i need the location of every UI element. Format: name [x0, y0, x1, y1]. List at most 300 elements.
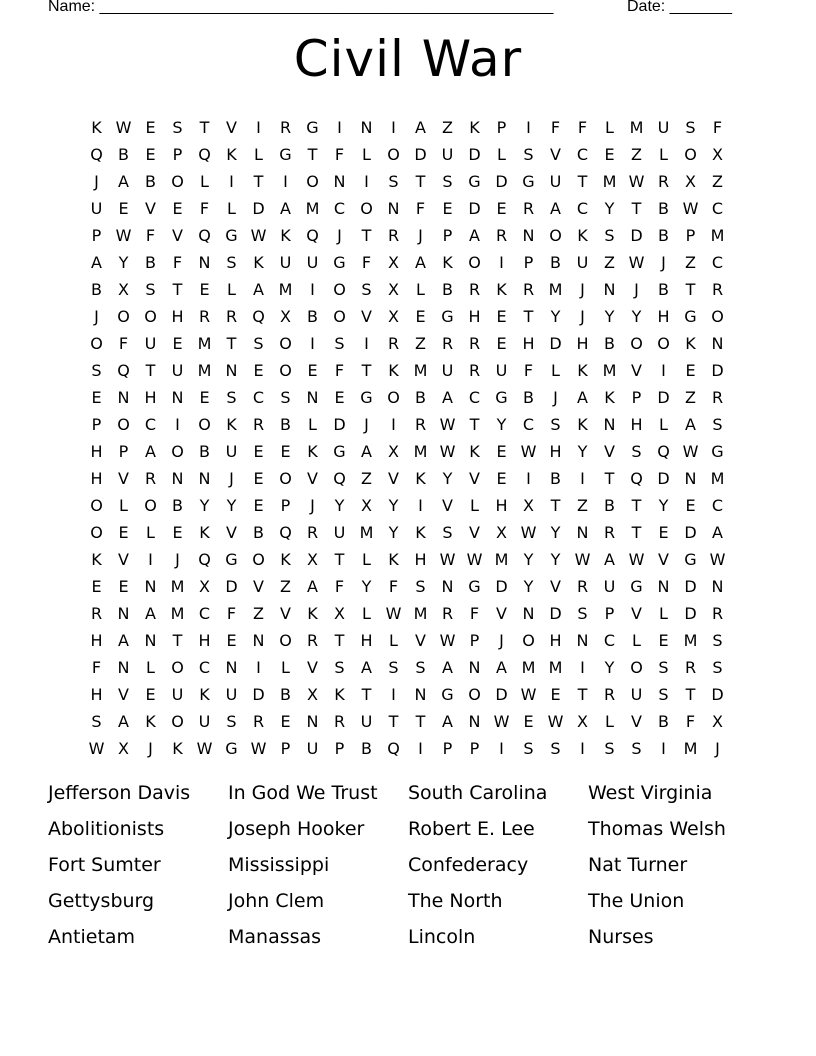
- grid-letter: W: [493, 712, 510, 731]
- grid-row: [83, 654, 731, 681]
- grid-letter: P: [685, 226, 696, 245]
- grid-letter: T: [199, 118, 210, 137]
- grid-row: [83, 546, 731, 573]
- grid-letter: Q: [333, 469, 346, 488]
- grid-letter: Q: [117, 361, 130, 380]
- grid-letter: B: [550, 253, 561, 272]
- grid-letter: T: [361, 361, 372, 380]
- grid-letter: B: [361, 739, 372, 758]
- grid-letter: O: [90, 523, 103, 542]
- grid-letter: A: [91, 253, 102, 272]
- grid-letter: B: [658, 199, 669, 218]
- grid-letter: P: [469, 739, 480, 758]
- word-bank-item: Lincoln: [408, 926, 476, 948]
- grid-letter: U: [576, 253, 589, 272]
- grid-letter: E: [685, 496, 696, 515]
- grid-letter: H: [90, 442, 103, 461]
- grid-letter: V: [172, 226, 183, 245]
- grid-letter: B: [550, 469, 561, 488]
- word-bank-item: Mississippi: [228, 854, 330, 876]
- grid-row: [83, 681, 731, 708]
- grid-letter: E: [118, 523, 129, 542]
- grid-letter: E: [442, 199, 453, 218]
- grid-letter: Q: [279, 523, 292, 542]
- grid-letter: Y: [442, 469, 453, 488]
- grid-letter: X: [388, 442, 399, 461]
- grid-letter: H: [468, 307, 481, 326]
- grid-letter: G: [684, 307, 697, 326]
- grid-letter: J: [580, 280, 585, 299]
- grid-letter: B: [145, 253, 156, 272]
- grid-letter: T: [469, 415, 480, 434]
- grid-letter: M: [494, 550, 509, 569]
- grid-letter: X: [280, 307, 291, 326]
- grid-letter: C: [198, 658, 211, 677]
- grid-letter: W: [439, 550, 456, 569]
- grid-letter: K: [172, 739, 183, 758]
- grid-letter: R: [711, 280, 724, 299]
- grid-letter: Y: [577, 442, 588, 461]
- grid-letter: S: [631, 442, 642, 461]
- grid-letter: H: [144, 388, 157, 407]
- grid-letter: O: [684, 145, 697, 164]
- grid-letter: N: [441, 577, 454, 596]
- grid-letter: D: [630, 226, 643, 245]
- grid-letter: K: [388, 550, 399, 569]
- grid-letter: K: [307, 442, 318, 461]
- grid-letter: K: [388, 361, 399, 380]
- grid-letter: I: [310, 334, 315, 353]
- grid-letter: N: [522, 604, 535, 623]
- grid-letter: V: [658, 550, 669, 569]
- grid-letter: K: [685, 334, 696, 353]
- grid-letter: G: [306, 118, 319, 137]
- grid-letter: V: [307, 469, 318, 488]
- grid-letter: Z: [685, 388, 696, 407]
- grid-letter: K: [334, 685, 345, 704]
- grid-letter: V: [496, 604, 507, 623]
- grid-letter: I: [580, 469, 585, 488]
- grid-letter: Q: [306, 226, 319, 245]
- grid-letter: A: [118, 712, 129, 731]
- grid-letter: T: [631, 523, 642, 542]
- grid-row: [83, 141, 731, 168]
- grid-letter: P: [604, 604, 615, 623]
- grid-letter: O: [360, 199, 373, 218]
- grid-letter: N: [414, 685, 427, 704]
- grid-letter: Z: [415, 334, 426, 353]
- grid-letter: C: [522, 415, 535, 434]
- grid-letter: I: [148, 550, 153, 569]
- word-bank-item: Antietam: [48, 926, 136, 948]
- grid-letter: T: [631, 496, 642, 515]
- grid-letter: K: [226, 145, 237, 164]
- grid-letter: C: [144, 415, 157, 434]
- grid-letter: V: [118, 469, 129, 488]
- grid-letter: B: [145, 172, 156, 191]
- grid-letter: X: [577, 712, 588, 731]
- grid-letter: S: [91, 712, 102, 731]
- grid-letter: M: [548, 658, 563, 677]
- grid-letter: H: [414, 550, 427, 569]
- grid-letter: F: [334, 361, 345, 380]
- grid-letter: Y: [199, 496, 210, 515]
- grid-letter: O: [630, 658, 643, 677]
- grid-letter: A: [712, 523, 723, 542]
- grid-letter: D: [657, 388, 670, 407]
- grid-row: [83, 222, 731, 249]
- grid-letter: P: [469, 631, 480, 650]
- grid-letter: N: [711, 577, 724, 596]
- grid-letter: B: [307, 307, 318, 326]
- grid-letter: O: [279, 334, 292, 353]
- grid-letter: I: [364, 172, 369, 191]
- grid-letter: I: [256, 118, 261, 137]
- grid-letter: Y: [550, 523, 561, 542]
- grid-letter: T: [577, 172, 588, 191]
- grid-letter: R: [522, 280, 535, 299]
- grid-letter: E: [253, 469, 264, 488]
- grid-letter: X: [388, 280, 399, 299]
- grid-letter: B: [442, 280, 453, 299]
- grid-letter: B: [523, 388, 534, 407]
- grid-letter: X: [523, 496, 534, 515]
- grid-letter: O: [90, 496, 103, 515]
- grid-letter: F: [469, 604, 480, 623]
- grid-letter: L: [551, 361, 560, 380]
- grid-letter: N: [198, 469, 211, 488]
- grid-letter: J: [94, 172, 99, 191]
- grid-letter: I: [580, 658, 585, 677]
- grid-letter: H: [549, 442, 562, 461]
- word-bank-item: The Union: [588, 890, 685, 912]
- grid-letter: E: [415, 307, 426, 326]
- grid-letter: E: [604, 145, 615, 164]
- grid-letter: C: [711, 253, 724, 272]
- grid-letter: A: [415, 118, 426, 137]
- grid-letter: Z: [631, 145, 642, 164]
- grid-letter: H: [495, 496, 508, 515]
- grid-letter: N: [711, 334, 724, 353]
- grid-letter: J: [310, 496, 315, 515]
- grid-letter: N: [684, 469, 697, 488]
- grid-letter: X: [307, 685, 318, 704]
- grid-letter: C: [576, 145, 589, 164]
- grid-letter: Q: [630, 469, 643, 488]
- grid-letter: L: [362, 550, 371, 569]
- grid-letter: Z: [253, 604, 264, 623]
- grid-letter: D: [333, 415, 346, 434]
- grid-letter: H: [549, 631, 562, 650]
- grid-letter: E: [496, 334, 507, 353]
- grid-letter: O: [171, 172, 184, 191]
- word-bank-item: The North: [408, 890, 503, 912]
- grid-letter: E: [496, 469, 507, 488]
- grid-letter: B: [199, 442, 210, 461]
- grid-letter: X: [712, 712, 723, 731]
- grid-letter: Z: [361, 469, 372, 488]
- grid-letter: X: [361, 496, 372, 515]
- grid-letter: V: [118, 685, 129, 704]
- grid-letter: T: [226, 334, 237, 353]
- grid-letter: O: [333, 307, 346, 326]
- grid-letter: T: [388, 712, 399, 731]
- grid-row: [83, 735, 731, 762]
- grid-letter: E: [91, 577, 102, 596]
- grid-letter: E: [496, 442, 507, 461]
- grid-letter: R: [306, 523, 319, 542]
- grid-letter: U: [333, 523, 346, 542]
- grid-letter: E: [118, 199, 129, 218]
- grid-letter: M: [305, 199, 320, 218]
- grid-letter: U: [630, 685, 643, 704]
- grid-row: [83, 627, 731, 654]
- grid-letter: C: [252, 388, 265, 407]
- grid-letter: E: [658, 523, 669, 542]
- grid-letter: L: [659, 145, 668, 164]
- grid-letter: Y: [523, 550, 534, 569]
- grid-letter: W: [520, 685, 537, 704]
- grid-letter: D: [684, 523, 697, 542]
- grid-letter: U: [279, 253, 292, 272]
- grid-letter: T: [685, 280, 696, 299]
- grid-letter: T: [361, 685, 372, 704]
- grid-letter: G: [630, 577, 643, 596]
- grid-letter: W: [196, 739, 213, 758]
- grid-letter: U: [306, 739, 319, 758]
- grid-letter: S: [415, 658, 426, 677]
- grid-letter: R: [576, 577, 589, 596]
- grid-letter: K: [604, 388, 615, 407]
- grid-letter: O: [279, 469, 292, 488]
- grid-row: [83, 600, 731, 627]
- grid-letter: M: [413, 442, 428, 461]
- grid-letter: R: [468, 361, 481, 380]
- grid-letter: R: [279, 118, 292, 137]
- grid-letter: U: [171, 685, 184, 704]
- grid-letter: B: [253, 523, 264, 542]
- grid-letter: I: [661, 361, 666, 380]
- grid-letter: N: [225, 361, 238, 380]
- grid-letter: Y: [496, 415, 507, 434]
- grid-letter: H: [90, 685, 103, 704]
- grid-letter: L: [146, 658, 155, 677]
- grid-letter: L: [416, 280, 425, 299]
- grid-letter: L: [146, 523, 155, 542]
- grid-letter: O: [171, 658, 184, 677]
- grid-letter: O: [198, 415, 211, 434]
- grid-letter: A: [280, 199, 291, 218]
- grid-letter: H: [630, 415, 643, 434]
- grid-letter: U: [225, 685, 238, 704]
- grid-letter: W: [682, 442, 699, 461]
- grid-letter: K: [253, 253, 264, 272]
- grid-letter: O: [117, 307, 130, 326]
- grid-letter: M: [413, 604, 428, 623]
- grid-letter: Z: [712, 172, 723, 191]
- grid-letter: K: [145, 712, 156, 731]
- word-bank-item: Jefferson Davis: [48, 782, 191, 804]
- grid-letter: Y: [604, 199, 615, 218]
- grid-letter: C: [198, 604, 211, 623]
- grid-letter: Y: [523, 577, 534, 596]
- grid-letter: B: [658, 226, 669, 245]
- grid-letter: I: [391, 685, 396, 704]
- grid-letter: N: [144, 631, 157, 650]
- grid-letter: L: [659, 415, 668, 434]
- grid-letter: D: [495, 685, 508, 704]
- grid-letter: J: [499, 631, 504, 650]
- grid-letter: R: [603, 523, 616, 542]
- grid-letter: O: [144, 307, 157, 326]
- grid-letter: K: [199, 523, 210, 542]
- grid-letter: F: [415, 199, 426, 218]
- grid-letter: N: [360, 118, 373, 137]
- grid-letter: N: [603, 280, 616, 299]
- grid-letter: F: [91, 658, 102, 677]
- word-bank-item: Abolitionists: [48, 818, 165, 840]
- grid-letter: E: [253, 361, 264, 380]
- grid-letter: W: [439, 415, 456, 434]
- grid-letter: C: [603, 631, 616, 650]
- grid-letter: U: [360, 712, 373, 731]
- grid-letter: Z: [577, 496, 588, 515]
- grid-letter: O: [630, 334, 643, 353]
- grid-letter: W: [628, 253, 645, 272]
- grid-letter: A: [145, 442, 156, 461]
- grid-letter: O: [549, 226, 562, 245]
- grid-letter: U: [225, 442, 238, 461]
- grid-letter: N: [603, 415, 616, 434]
- grid-letter: L: [281, 658, 290, 677]
- word-bank-item: Nurses: [588, 926, 654, 948]
- grid-letter: H: [90, 469, 103, 488]
- grid-letter: N: [576, 631, 589, 650]
- grid-letter: N: [306, 388, 319, 407]
- grid-letter: B: [172, 496, 183, 515]
- grid-letter: L: [497, 145, 506, 164]
- grid-letter: I: [526, 118, 531, 137]
- grid-letter: I: [310, 280, 315, 299]
- grid-letter: M: [197, 361, 212, 380]
- grid-letter: U: [441, 361, 454, 380]
- grid-row: [83, 438, 731, 465]
- grid-letter: L: [362, 604, 371, 623]
- grid-letter: S: [523, 739, 534, 758]
- grid-letter: T: [415, 172, 426, 191]
- grid-letter: J: [715, 739, 720, 758]
- grid-letter: G: [333, 253, 346, 272]
- grid-letter: N: [198, 253, 211, 272]
- grid-letter: M: [548, 280, 563, 299]
- grid-letter: K: [496, 280, 507, 299]
- grid-letter: R: [198, 307, 211, 326]
- grid-letter: O: [279, 631, 292, 650]
- grid-letter: T: [253, 172, 264, 191]
- word-bank-item: Manassas: [228, 926, 322, 948]
- grid-letter: Q: [657, 442, 670, 461]
- grid-letter: R: [441, 604, 454, 623]
- grid-letter: T: [631, 199, 642, 218]
- grid-letter: E: [118, 577, 129, 596]
- grid-letter: R: [657, 172, 670, 191]
- grid-letter: H: [171, 307, 184, 326]
- grid-letter: R: [468, 334, 481, 353]
- grid-letter: U: [441, 145, 454, 164]
- grid-letter: N: [117, 658, 130, 677]
- grid-letter: A: [442, 658, 453, 677]
- grid-letter: V: [550, 577, 561, 596]
- grid-letter: R: [468, 280, 481, 299]
- grid-letter: W: [250, 739, 267, 758]
- grid-letter: C: [468, 388, 481, 407]
- grid-letter: V: [604, 442, 615, 461]
- grid-letter: J: [553, 388, 558, 407]
- grid-letter: S: [334, 334, 345, 353]
- grid-letter: Y: [118, 253, 129, 272]
- grid-letter: T: [172, 631, 183, 650]
- grid-letter: R: [144, 469, 157, 488]
- grid-letter: S: [226, 253, 237, 272]
- grid-letter: U: [495, 361, 508, 380]
- grid-letter: F: [577, 118, 588, 137]
- grid-letter: O: [333, 280, 346, 299]
- grid-letter: S: [658, 658, 669, 677]
- grid-letter: Y: [604, 658, 615, 677]
- grid-letter: W: [520, 523, 537, 542]
- grid-letter: S: [226, 388, 237, 407]
- grid-letter: O: [144, 496, 157, 515]
- grid-letter: K: [415, 469, 426, 488]
- grid-letter: M: [602, 172, 617, 191]
- grid-letter: E: [172, 334, 183, 353]
- grid-letter: O: [711, 307, 724, 326]
- grid-letter: P: [91, 226, 102, 245]
- grid-letter: M: [710, 469, 725, 488]
- grid-letter: O: [522, 631, 535, 650]
- grid-letter: G: [495, 388, 508, 407]
- grid-letter: D: [549, 334, 562, 353]
- grid-letter: Y: [550, 307, 561, 326]
- grid-letter: L: [119, 496, 128, 515]
- grid-letter: U: [171, 361, 184, 380]
- grid-letter: F: [523, 361, 534, 380]
- grid-letter: J: [229, 469, 234, 488]
- grid-letter: U: [549, 172, 562, 191]
- grid-letter: E: [253, 442, 264, 461]
- grid-letter: E: [91, 388, 102, 407]
- grid-row: [83, 708, 731, 735]
- grid-letter: D: [684, 604, 697, 623]
- grid-letter: W: [682, 199, 699, 218]
- grid-letter: E: [226, 631, 237, 650]
- grid-letter: M: [359, 523, 374, 542]
- grid-letter: T: [604, 469, 615, 488]
- word-bank-item: West Virginia: [588, 782, 713, 804]
- grid-letter: Y: [550, 550, 561, 569]
- word-bank-item: John Clem: [228, 890, 325, 912]
- grid-letter: R: [711, 388, 724, 407]
- grid-letter: M: [197, 334, 212, 353]
- grid-letter: W: [250, 226, 267, 245]
- grid-letter: A: [118, 631, 129, 650]
- grid-row: [83, 195, 731, 222]
- grid-letter: J: [175, 550, 180, 569]
- grid-letter: L: [470, 496, 479, 515]
- grid-letter: T: [172, 280, 183, 299]
- grid-letter: P: [442, 739, 453, 758]
- grid-letter: G: [684, 550, 697, 569]
